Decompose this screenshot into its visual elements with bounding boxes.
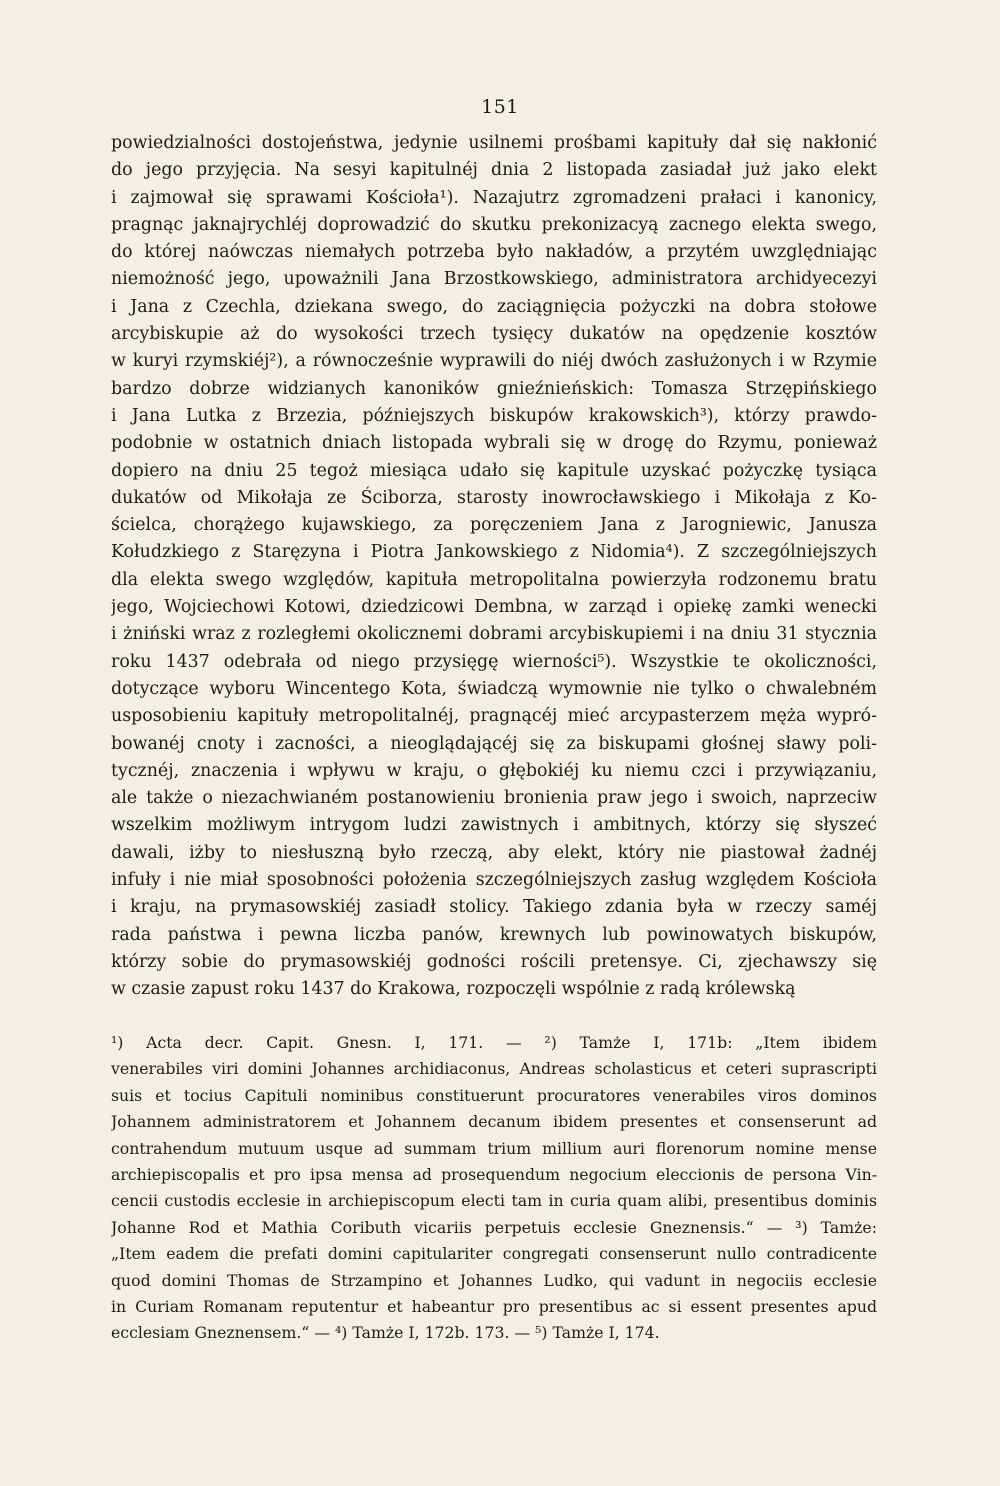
body-text-line: Kołudzkiego z Staręzyna i Piotra Jankowskiego z Nidomia⁴). Z szczególniejszych [111, 542, 877, 563]
body-text-line: pragnąc jaknajrychléj doprowadzić do skutku prekonizacyą zacnego elekta swego, [111, 214, 877, 235]
body-text-line: tycznéj, znaczenia i wpływu w kraju, o głębokiéj ku niemu czci i przywiązaniu, [111, 760, 877, 781]
body-text-line: ale także o niezachwianém postanowieniu bronienia praw jego i swoich, naprzeciw [111, 788, 877, 809]
footnote-line: in Curiam Romanam reputentur et habeantur pro presentibus ac si essent presentes apud [111, 1296, 877, 1316]
footnote-line: suis et tocius Capituli nominibus constituerunt procuratores venerabiles viros dominos [111, 1085, 877, 1105]
body-text-line: jego, Wojciechowi Kotowi, dziedzicowi Dembna, w zarząd i opiekę zamki wenecki [111, 597, 877, 618]
body-text-line: bardzo dobrze widzianych kanoników gnieźnieńskich: Tomasza Strzępińskiego [111, 378, 877, 399]
body-text-line: powiedzialności dostojeństwa, jedynie usilnemi prośbami kapituły dał się nakłonić [111, 133, 877, 153]
footnote-line: Johanne Rod et Mathia Coributh vicariis perpetuis ecclesie Gneznensis.“ — ³) Tamże: [111, 1217, 877, 1237]
body-text-line: w czasie zapust roku 1437 do Krakowa, rozpoczęli wspólnie z radą królewską [111, 979, 796, 1000]
body-text-line: dawali, iżby to niesłuszną było rzeczą, aby elekt, który nie piastował żadnéj [111, 842, 877, 863]
body-text-line: niemożność jego, upoważnili Jana Brzostkowskiego, administratora archidyecezyi [111, 269, 877, 290]
body-text-line: dopiero na dniu 25 tegoż miesiąca udało się kapitule uzyskać pożyczkę tysiąca [111, 460, 877, 481]
footnote-line: archiepiscopalis et pro ipsa mensa ad prosequendum negocium eleccionis de persona Vin- [111, 1164, 877, 1184]
page-number: 151 [481, 96, 519, 118]
body-text-line: wszelkim możliwym intrygom ludzi zawistnych i ambitnych, którzy się słyszeć [111, 815, 877, 836]
body-text-line: i Jana Lutka z Brzezia, późniejszych biskupów krakowskich³), którzy prawdo- [111, 405, 877, 426]
footnote-line: ecclesiam Gneznensem.“ — ⁴) Tamże I, 172b. 173. — ⁵) Tamże I, 174. [111, 1323, 660, 1343]
body-text-line: i Jana z Czechla, dziekana swego, do zaciągnięcia pożyczki na dobra stołowe [111, 296, 877, 317]
footnote-line: „Item eadem die prefati domini capitulariter congregati consenserunt nullo contradicente [111, 1244, 877, 1264]
body-text-line: w kuryi rzymskiéj²), a równocześnie wyprawili do niéj dwóch zasłużonych i w Rzymie [111, 351, 877, 372]
body-text [111, 130, 877, 1004]
body-text-line: bowanéj cnoty i zacności, a nieoglądającéj się za biskupami głośnej sławy poli- [111, 733, 877, 754]
body-text-line: do jego przyjęcia. Na sesyi kapitulnéj dnia 2 listopada zasiadał już jako elekt [111, 160, 877, 181]
footnote-line: contrahendum mutuum usque ad summam trium millium auri florenorum nomine mense [111, 1138, 877, 1158]
body-text-line: i żniński wraz z rozległemi okolicznemi dobrami arcybiskupiemi i na dniu 31 stycznia [111, 624, 877, 645]
footnote-line: ¹) Acta decr. Capit. Gnesn. I, 171. — ²) Tamże I, 171b: „Item ibidem [111, 1033, 877, 1052]
body-text-line: dla elekta swego względów, kapituła metropolitalna powierzyła rodzonemu bratu [111, 569, 877, 590]
footnote-line: venerabiles viri domini Johannes archidiaconus, Andreas scholasticus et ceteri suprascripti [111, 1059, 877, 1079]
footnote-line: Johannem administratorem et Johannem decanum ibidem presentes et consenserunt ad [111, 1112, 877, 1132]
body-text-line: infuły i nie miał sposobności położenia szczególniejszych zasług względem Kościoła [111, 870, 877, 891]
body-text-line: ścielca, chorążego kujawskiego, za poręczeniem Jana z Jarogniewic, Janusza [111, 515, 877, 536]
body-text-line: roku 1437 odebrała od niego przysięgę wierności⁵). Wszystkie te okoliczności, [111, 651, 877, 672]
body-text-line: do której naówczas niemałych potrzeba było nakładów, a przytém uwzględniając [111, 242, 877, 263]
body-text-line: którzy sobie do prymasowskiéj godności rościli pretensye. Ci, zjechawszy się [111, 951, 877, 972]
body-text-line: dotyczące wyboru Wincentego Kota, świadczą wymownie nie tylko o chwalebném [111, 678, 877, 699]
body-text-line: arcybiskupie aż do wysokości trzech tysięcy dukatów na opędzenie kosztów [111, 324, 877, 345]
body-text-line: usposobieniu kapituły metropolitalnéj, pragnącéj mieć arcypasterzem męża wypró- [111, 706, 877, 727]
body-text-line: rada państwa i pewna liczba panów, krewnych lub powinowatych biskupów, [111, 924, 877, 945]
footnote-line: quod domini Thomas de Strzampino et Johannes Ludko, qui vadunt in negociis ecclesie [111, 1270, 877, 1290]
body-text-line: dukatów od Mikołaja ze Ściborza, starosty inowrocławskiego i Mikołaja z Ko- [111, 487, 877, 508]
footnotes [111, 1030, 877, 1347]
footnote-line: cencii custodis ecclesie in archiepiscopum electi tam in curia quam alibi, presentibus dominis [111, 1191, 877, 1211]
body-text-line: podobnie w ostatnich dniach listopada wybrali się w drogę do Rzymu, ponieważ [111, 433, 877, 454]
body-text-line: i kraju, na prymasowskiéj zasiadł stolicy. Takiego zdania była w rzeczy saméj [111, 897, 877, 918]
body-text-line: i zajmował się sprawami Kościoła¹). Nazajutrz zgromadzeni prałaci i kanonicy, [111, 187, 877, 208]
